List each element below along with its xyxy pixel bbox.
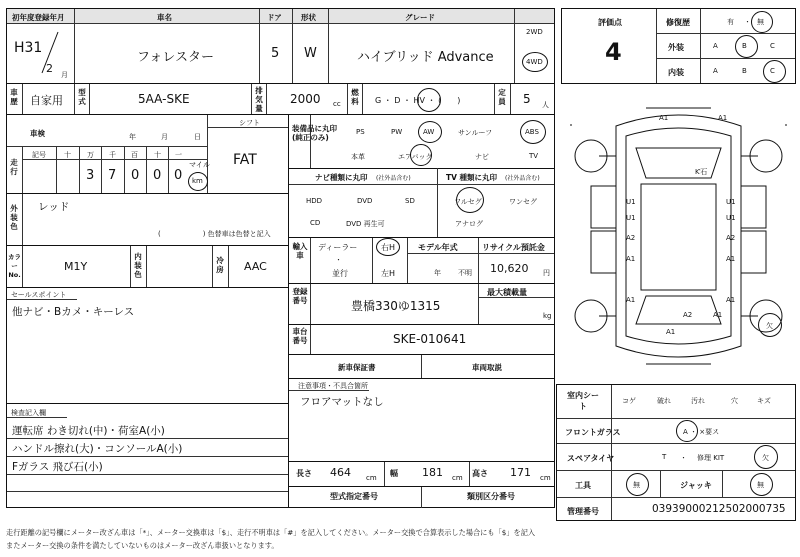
spare-none: 欠 [762, 454, 769, 462]
equip-airbag-circle [410, 144, 432, 166]
model-year-unknown: 不明 [458, 269, 472, 277]
door-count: 5 [271, 46, 280, 61]
exterior-color-value: レッド [38, 201, 70, 213]
equip-aw: AW [423, 128, 435, 136]
tv-analog: アナログ [455, 220, 483, 228]
spare-dot: ・ [680, 454, 687, 462]
equip-aw-circle [418, 121, 442, 143]
mileage-digit-2: 3 [86, 168, 95, 183]
displacement-label: 排気量 [255, 86, 263, 113]
mile-label: マイル [189, 161, 210, 169]
navi-dvd-play: DVD 再生可 [346, 220, 385, 228]
width-cm: cm [452, 474, 463, 482]
seat-tear: 破れ [657, 397, 671, 405]
tv-label: TV 種類に丸印 [446, 173, 498, 182]
fuel-options: G ・ D ・ HV ・ ( ) [375, 96, 461, 105]
mark-a2-left: A2 [626, 234, 636, 242]
mileage-digit-4: 0 [131, 168, 140, 183]
int-grade-a: A [713, 67, 718, 75]
windshield-label: フロントガラス [565, 428, 621, 437]
color-change-note: ( ) 色替車は色替と記入 [158, 230, 271, 238]
tv-oneseg: ワンセグ [509, 198, 537, 206]
mark-u1-right-rear: U1 [726, 214, 736, 222]
equip-tv: TV [529, 152, 539, 160]
repair-label: 修復歴 [666, 18, 690, 27]
car-damage-diagram [561, 96, 796, 376]
roof-note: Ƙ石 [695, 168, 708, 176]
exterior-color-label: 外装色 [10, 204, 18, 231]
height-label: 高さ [472, 469, 488, 478]
equip-pw: PW [391, 128, 403, 136]
mark-a2-rear: A2 [683, 311, 693, 319]
windshield-a-circle [676, 420, 698, 442]
displacement-value: 2000 [290, 92, 321, 106]
jack-label: ジャッキ [680, 481, 712, 490]
length-value: 464 [330, 466, 351, 479]
person-unit: 人 [542, 101, 549, 109]
navi-label: ナビ種類に丸印 [315, 173, 368, 182]
seat-hole: 穴 [731, 397, 738, 405]
inspector-line-1: ハンドル擦れ(大)・コンソールA(小) [12, 443, 183, 455]
tv-fullseg-circle [456, 187, 484, 213]
seat-stain: 汚れ [691, 397, 705, 405]
mileage-header-6: 一 [175, 151, 182, 159]
import-left-h: 左H [381, 269, 396, 278]
shaken-month-unit: 月 [161, 133, 168, 141]
model-label: 型式 [78, 88, 86, 106]
max-load-label: 最大積載量 [487, 288, 527, 297]
mileage-header-0: 記号 [32, 151, 46, 159]
inspector-line-2: Fガラス 飛び石(小) [12, 461, 103, 473]
recycle-value: 10,620 [490, 262, 529, 275]
exterior-grade-label: 外装 [668, 43, 684, 52]
management-number: 0393900021250200073​5 [652, 503, 786, 515]
width-label: 幅 [390, 469, 398, 478]
mileage-header-5: 十 [154, 151, 161, 159]
ext-grade-b-circle [735, 35, 758, 58]
tool-none-circle [626, 473, 649, 496]
mark-u1-left-rear: U1 [626, 214, 636, 222]
repair-no-circle [751, 11, 773, 33]
crack-note-circle [758, 313, 782, 337]
mark-a2-right: A2 [726, 234, 736, 242]
registration-plate: 豊橋330ゆ1315 [351, 299, 441, 313]
equip-navi: ナビ [475, 153, 489, 161]
int-grade-c-circle [763, 60, 786, 83]
car-name: フォレスター [137, 50, 214, 65]
mileage-label: 走行 [10, 158, 18, 176]
right-h-circle [376, 238, 400, 256]
km-circle [188, 172, 208, 191]
footer-line-2: またメーター交換の条件を満たしていないものはメーター改ざん車扱いとなります。 [6, 541, 279, 550]
footer-line-1: 走行距離の記号欄にメーター改ざん車は「*」、メーター交換車は「$」、走行不明車は「#」を記入してください。メーター交換で合算表示した場合にも「$」を記入 [6, 528, 536, 537]
tv-sub: (社外品含む) [505, 175, 540, 182]
tool-value: 無 [633, 481, 640, 489]
navi-sd: SD [405, 197, 415, 205]
reg-year: H31 [14, 40, 43, 56]
manual-label: 車両取説 [472, 363, 502, 372]
height-cm: cm [540, 474, 551, 482]
door-label: ドア [267, 13, 282, 22]
notes-label: 注意事項・不具合箇所 [298, 382, 368, 390]
mileage-digit-6: 0 [174, 168, 183, 183]
reg-year-label: 初年度登録年月 [12, 13, 65, 22]
navi-sub: (社外品含む) [376, 175, 411, 182]
tool-label: 工具 [575, 481, 591, 490]
import-dealer: ディーラー [318, 243, 358, 252]
sales-point-text: 他ナビ・Bカメ・キーレス [12, 306, 135, 318]
crack-note: 欠 [766, 322, 773, 330]
score-value: 4 [605, 38, 622, 66]
color-no-value: M1Y [64, 260, 88, 273]
spare-kit: 修理 KIT [697, 454, 725, 462]
score-label: 評価点 [598, 18, 622, 27]
interior-seat-label: 室内シート [567, 391, 599, 411]
designated-label: 型式指定番号 [330, 492, 378, 501]
width-value: 181 [422, 466, 443, 479]
grade-label: グレード [405, 13, 435, 22]
management-label: 管理番号 [567, 507, 599, 516]
import-label: 輸入車 [292, 242, 308, 260]
body-shape: W [304, 46, 317, 61]
usage-label: 車歴 [10, 88, 18, 106]
aircon-value: AAC [244, 260, 267, 273]
mark-a1-tail: A1 [666, 328, 676, 336]
jack-value: 無 [757, 481, 764, 489]
drive-4wd: 4WD [526, 58, 543, 66]
shaken-day-unit: 日 [194, 133, 201, 141]
mark-a1-front: A1 [659, 114, 669, 122]
length-cm: cm [366, 474, 377, 482]
mark-a1-rear-left: A1 [626, 296, 636, 304]
equip-sunroof: サンルーフ [458, 129, 493, 137]
navi-hdd: HDD [306, 197, 323, 205]
repair-option-no: 無 [757, 18, 764, 26]
navi-cd: CD [310, 219, 321, 227]
int-grade-b: B [742, 67, 747, 75]
import-dot: ・ [335, 256, 342, 264]
repair-dot: ・ [744, 18, 751, 26]
ext-grade-c: C [770, 42, 775, 50]
shift-value: FAT [233, 152, 257, 168]
km-label: km [192, 177, 203, 185]
mark-u1-right-front: U1 [726, 198, 736, 206]
mark-a1-left-low: A1 [626, 255, 636, 263]
ext-grade-b: B [742, 42, 747, 50]
model-year-unit: 年 [434, 269, 441, 277]
model-value: 5AA-SKE [138, 92, 190, 106]
mark-a1-hood: A1 [718, 114, 728, 122]
fuel-label: 燃料 [351, 88, 359, 106]
spare-t: T [662, 453, 667, 461]
height-value: 171 [510, 466, 531, 479]
equipment-label: 装備品に丸印 (純正のみ) [292, 124, 337, 142]
mileage-header-4: 百 [131, 151, 138, 159]
recycle-yen: 円 [543, 269, 550, 277]
reg-month-unit: 月 [61, 71, 68, 79]
category-label: 類別区分番号 [467, 492, 515, 501]
interior-color-label: 内装色 [134, 252, 142, 279]
notes-text: フロアマットなし [300, 396, 384, 408]
seat-burn: コゲ [622, 397, 636, 405]
aircon-label: 冷房 [216, 256, 224, 274]
equip-airbag: エアバック [398, 153, 433, 161]
mark-a1-right-low: A1 [726, 255, 736, 263]
cc-unit: cc [333, 100, 341, 108]
fuel-hv-circle [417, 88, 441, 112]
interior-grade-label: 内装 [668, 68, 684, 77]
equip-abs: ABS [525, 128, 539, 136]
length-label: 長さ [296, 469, 312, 478]
registration-label: 登録番号 [292, 287, 308, 305]
tv-fullseg: フルセグ [454, 198, 482, 206]
mark-a1-rear-right: A1 [713, 311, 723, 319]
equip-leather: 本革 [351, 153, 365, 161]
warranty-label: 新車保証書 [338, 363, 376, 372]
spare-none-circle [754, 445, 778, 469]
chassis-label: 車台番号 [292, 327, 308, 345]
mark-u1-left-front: U1 [626, 198, 636, 206]
mark-a1-bumper: A1 [726, 296, 736, 304]
equip-ps: PS [356, 128, 365, 136]
seat-scratch: キズ [757, 397, 771, 405]
drive-2wd: 2WD [526, 28, 543, 36]
shift-label: シフト [239, 119, 260, 127]
navi-dvd: DVD [357, 197, 373, 205]
drive-4wd-circle [522, 52, 548, 72]
mileage-header-1: 十 [64, 151, 71, 159]
shaken-year-unit: 年 [129, 133, 136, 141]
windshield-options: A ・ ×要ス [683, 428, 720, 436]
inspector-label: 検査記入欄 [11, 409, 46, 417]
chassis-number: SKE-010641 [393, 332, 467, 346]
mileage-header-2: 万 [87, 151, 94, 159]
recycle-label: リサイクル預託金 [482, 243, 545, 252]
repair-option-yes: 有 [727, 18, 734, 26]
sales-point-label: セールスポイント [11, 291, 67, 299]
int-grade-c: C [770, 67, 775, 75]
inspector-line-0: 運転席 わき切れ(中)・荷室A(小) [12, 425, 165, 437]
grade-value: ハイブリッド Advance [357, 50, 494, 65]
max-load-kg: kg [543, 312, 552, 320]
import-right-h: 右H [381, 243, 396, 252]
shaken-label: 車検 [30, 129, 45, 138]
mileage-digit-5: 0 [153, 168, 162, 183]
capacity-label: 定員 [498, 88, 506, 106]
import-parallel: 並行 [332, 269, 348, 278]
reg-month: 2 [46, 62, 53, 75]
jack-none-circle [750, 473, 773, 496]
color-no-label: カラーNo. [8, 253, 21, 279]
car-name-label: 車名 [157, 13, 172, 22]
capacity-value: 5 [523, 92, 531, 106]
usage-value: 自家用 [30, 94, 63, 107]
mileage-header-3: 千 [109, 151, 116, 159]
model-year-label: モデル年式 [418, 243, 458, 252]
spare-label: スペアタイヤ [567, 454, 615, 463]
mileage-digit-3: 7 [108, 168, 117, 183]
equip-abs-circle [520, 120, 546, 144]
shape-label: 形状 [301, 13, 316, 22]
ext-grade-a: A [713, 42, 718, 50]
